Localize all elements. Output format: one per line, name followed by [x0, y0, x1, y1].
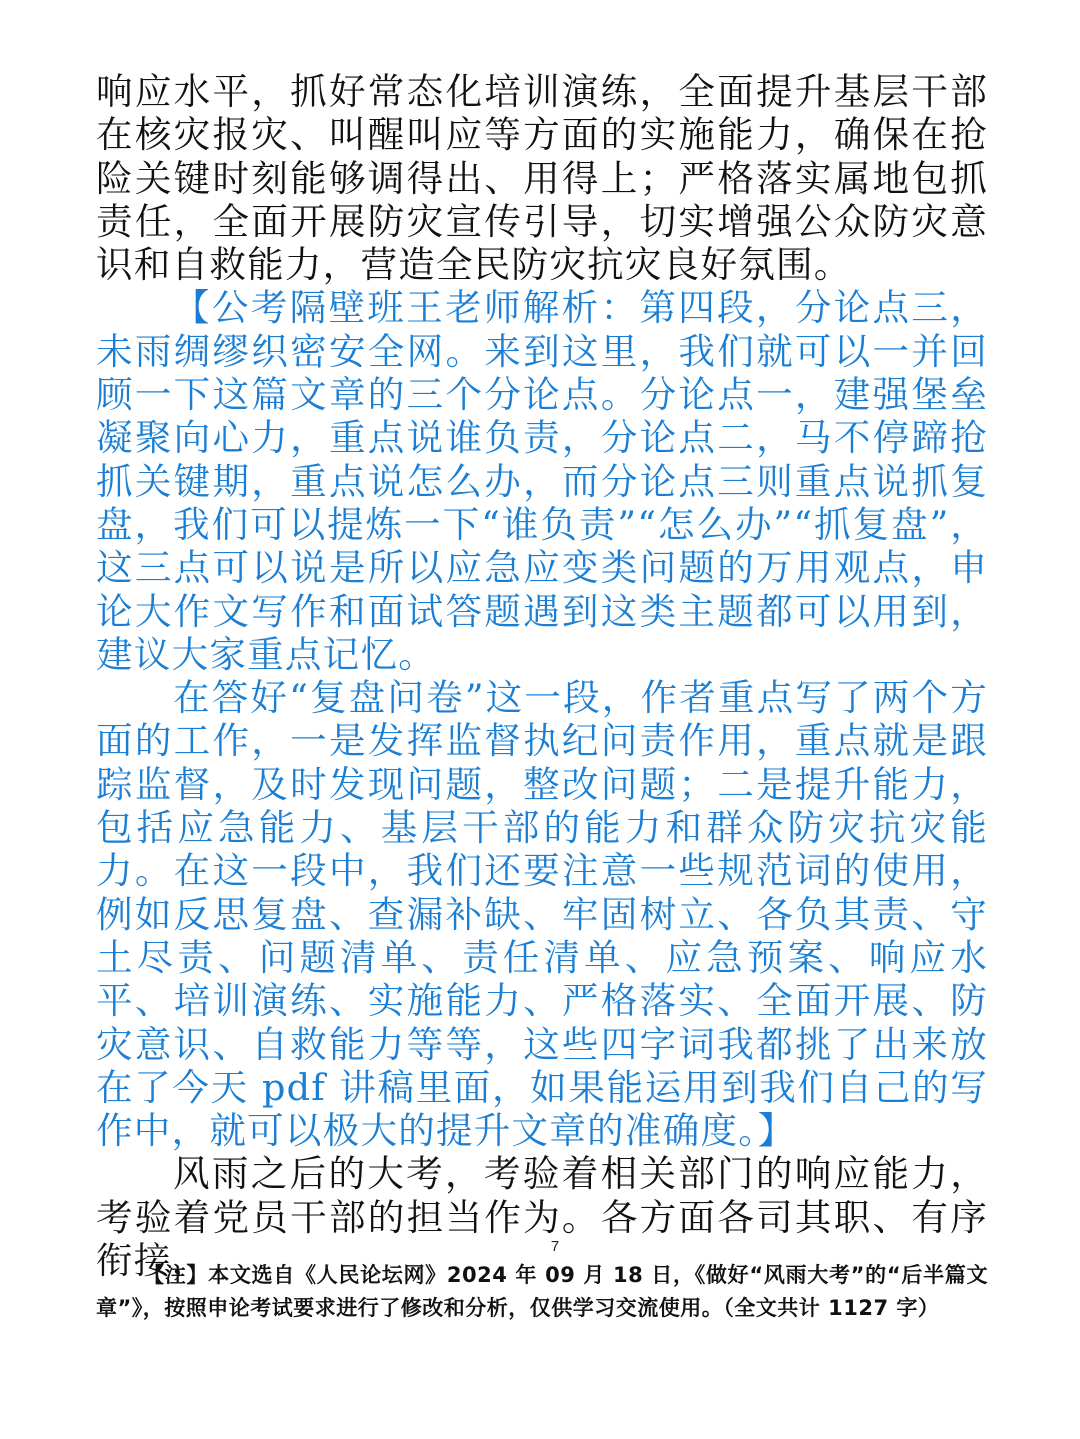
teacher-analysis-paragraph-2: 在答好“复盘问卷”这一段，作者重点写了两个方面的工作，一是发挥监督执纪问责作用，重点就是跟踪监督，及时发现问题，整改问题；二是提升能力，包括应急能力、基层干部的能力和群众防灾抗灾能力。在这一段中，我们还要注意一些规范词的使用，例如反思复盘、查漏补缺、牢固树立、各负其责、守土尽责、问题清单、责任清单、应急预案、响应水平、培训演练、实施能力、严格落实、全面开展、防灾意识、自救能力等等，这些四字词我都挑了出来放在了今天 pdf 讲稿里面，如果能运用到我们自己的写作中，就可以极大的提升文章的准确度。】 — [96, 676, 988, 1153]
teacher-analysis-paragraph-1: 【公考隔壁班王老师解析：第四段，分论点三，未雨绸缪织密安全网。来到这里，我们就可以一并回顾一下这篇文章的三个分论点。分论点一，建强堡垒凝聚向心力，重点说谁负责，分论点二，马不停蹄抢抓关键期，重点说怎么办，而分论点三则重点说抓复盘，我们可以提炼一下“谁负责”“怎么办”“抓复盘”，这三点可以说是所以应急应变类问题的万用观点，申论大作文写作和面试答题遇到这类主题都可以用到，建议大家重点记忆。 — [96, 286, 988, 676]
page-number: 7 — [550, 1238, 560, 1255]
source-footnote — [96, 1259, 988, 1325]
paragraph-continuation: 响应水平，抓好常态化培训演练，全面提升基层干部在核灾报灾、叫醒叫应等方面的实施能力，确保在抢险关键时刻能够调得出、用得上；严格落实属地包抓责任，全面开展防灾宣传引导，切实增强公众防灾意识和自救能力，营造全民防灾抗灾良好氛围。 — [96, 70, 988, 287]
article-body — [96, 70, 988, 1282]
footnote-text: 【注】本文选自《人民论坛网》2024 年 09 月 18 日，《做好“风雨大考”的“后半篇文章”》，按照申论考试要求进行了修改和分析，仅供学习交流使用。（全文共计 1127 字） — [96, 1263, 988, 1320]
article-paragraph-next: 风雨之后的大考，考验着相关部门的响应能力，考验着党员干部的担当作为。各方面各司其职、有序衔接， — [96, 1152, 988, 1283]
